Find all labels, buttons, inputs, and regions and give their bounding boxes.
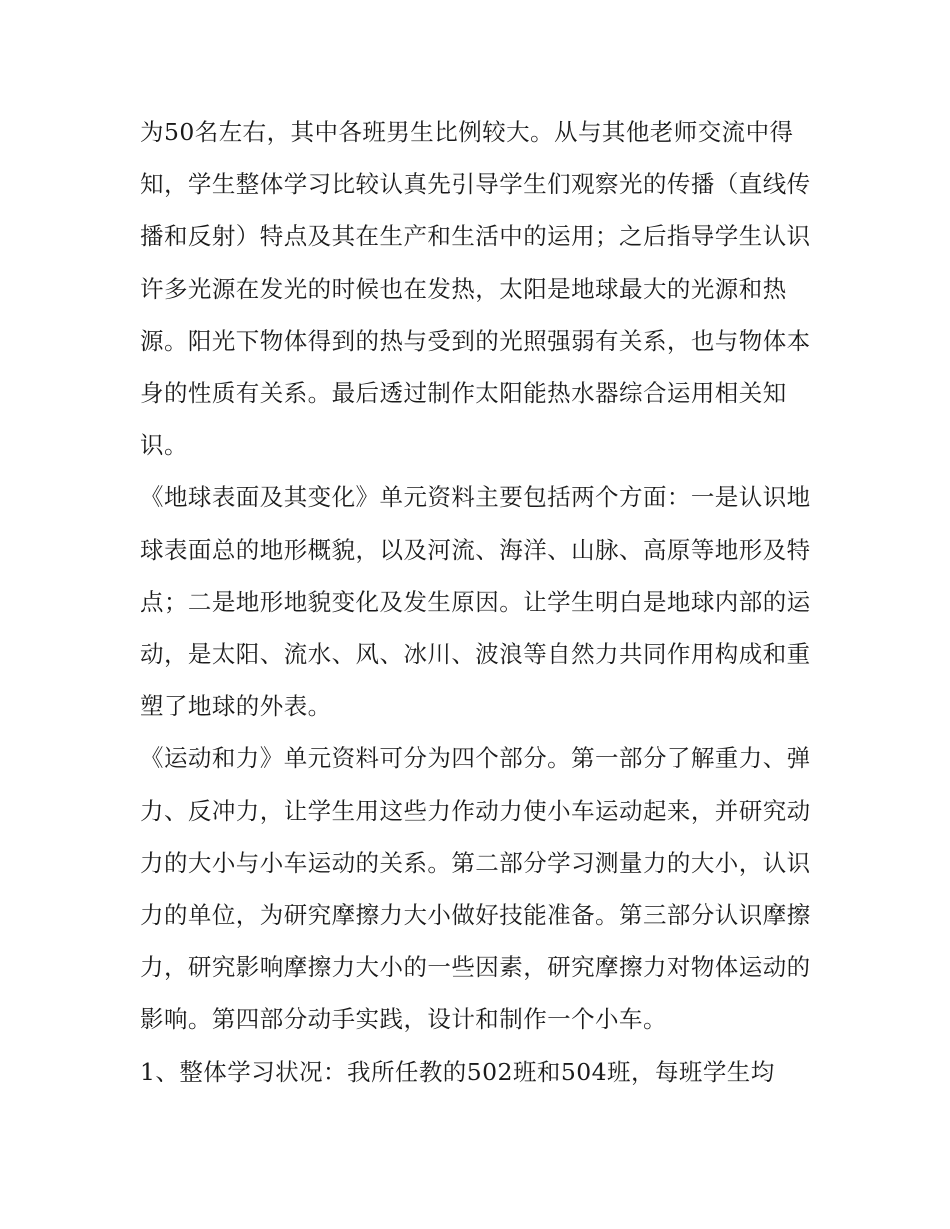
paragraph-light-unit-continuation: 为50名左右，其中各班男生比例较大。从与其他老师交流中得知，学生整体学习比较认真先引导学生们观察光的传播（直线传播和反射）特点及其在生产和生活中的运用；之后指导学生认识许多光源在发光的时候也在发热，太阳是地球最大的光源和热源。阳光下物体得到的热与受到的光照强弱有关系，也与物体本身的性质有关系。最后透过制作太阳能热水器综合运用相关知识。 xyxy=(140,118,811,460)
paragraph-motion-force-unit: 《运动和力》单元资料可分为四个部分。第一部分了解重力、弹力、反冲力，让学生用这些力作动力使小车运动起来，并研究动力的大小与小车运动的关系。第二部分学习测量力的大小，认识力的单位，为研究摩擦力大小做好技能准备。第三部分认识摩擦力，研究影响摩擦力大小的一些因素，研究摩擦力对物体运动的影响。第四部分动手实践，设计和制作一个小车。 xyxy=(140,744,811,1034)
paragraph-learning-status: 1、整体学习状况：我所任教的502班和504班，每班学生均 xyxy=(140,1057,775,1086)
paragraph-earth-surface-unit: 《地球表面及其变化》单元资料主要包括两个方面：一是认识地球表面总的地形概貌，以及河流、海洋、山脉、高原等地形及特点；二是地形地貌变化及发生原因。让学生明白是地球内部的运动，是太阳、流水、风、冰川、波浪等自然力共同作用构成和重塑了地球的外表。 xyxy=(140,483,811,721)
document-body xyxy=(140,106,820,1098)
